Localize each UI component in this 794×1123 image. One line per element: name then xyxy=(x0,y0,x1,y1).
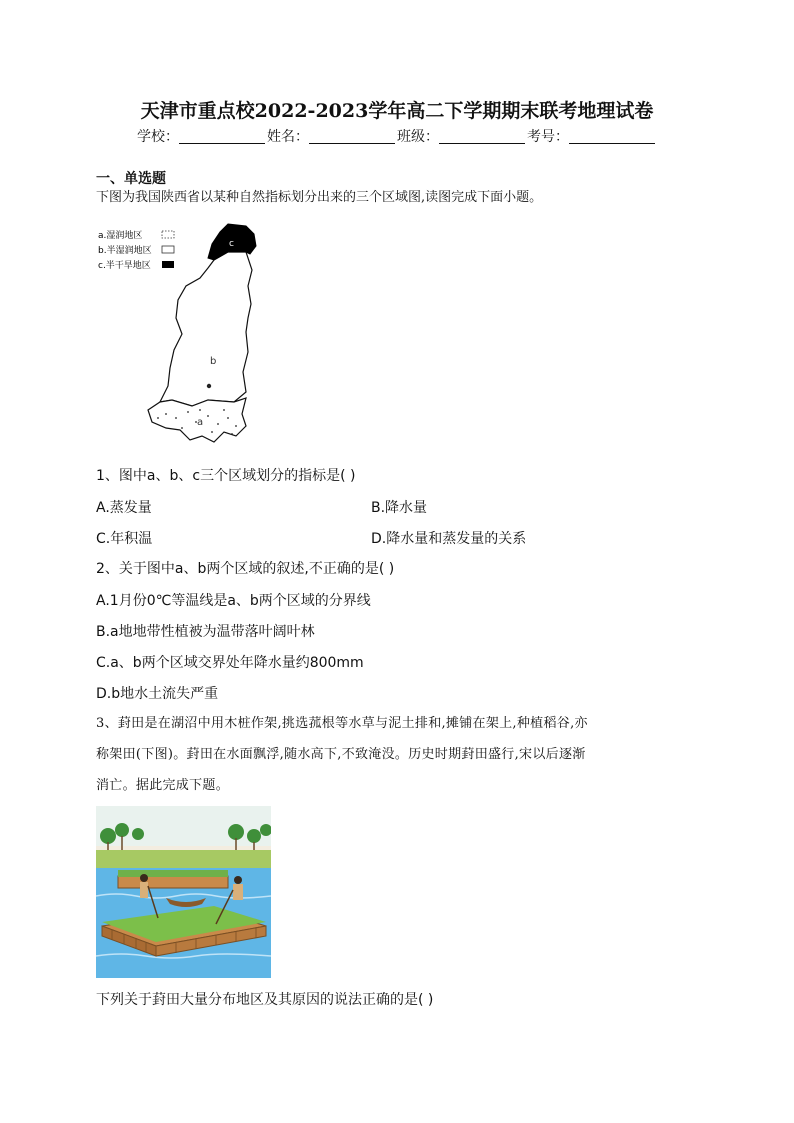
q1-option-a[interactable]: A.蒸发量 xyxy=(96,500,152,516)
q3-line-1: 3、葑田是在湖沼中用木桩作架,挑选菰根等水草与泥土排和,摊铺在架上,种植稻谷,亦 xyxy=(96,716,588,731)
label-a: a xyxy=(197,417,204,428)
intro-text: 下图为我国陕西省以某种自然指标划分出来的三个区域图,读图完成下面小题。 xyxy=(96,190,543,205)
name-label: 姓名： xyxy=(267,129,309,145)
legend-b: b.半湿润地区 xyxy=(98,246,152,256)
shaanxi-region-map xyxy=(96,222,276,447)
q3-line-3: 消亡。据此完成下题。 xyxy=(96,778,230,793)
class-label: 班级： xyxy=(397,129,439,145)
xian-dot xyxy=(207,384,211,388)
section-title: 一、单选题 xyxy=(96,171,166,187)
legend-c: c.半干旱地区 xyxy=(98,261,151,271)
exam-no-blank xyxy=(569,129,655,144)
q3-paragraph xyxy=(96,708,706,801)
q1-option-d[interactable]: D.降水量和蒸发量的关系 xyxy=(371,531,527,547)
school-label: 学校： xyxy=(137,129,179,145)
map-legend xyxy=(98,229,174,271)
exam-no-label: 考号： xyxy=(527,129,569,145)
student-info-line xyxy=(0,126,794,146)
school-blank xyxy=(179,129,265,144)
label-c: c xyxy=(229,239,234,249)
q2-stem: 2、关于图中a、b两个区域的叙述,不正确的是( ) xyxy=(96,561,395,577)
q2-option-a[interactable]: A.1月份0℃等温线是a、b两个区域的分界线 xyxy=(96,593,371,609)
q1-stem: 1、图中a、b、c三个区域划分的指标是( ) xyxy=(96,468,356,484)
label-b: b xyxy=(210,356,217,367)
q1-option-c[interactable]: C.年积温 xyxy=(96,531,153,547)
q1-option-b[interactable]: B.降水量 xyxy=(371,500,428,516)
class-blank xyxy=(439,129,525,144)
q2-option-b[interactable]: B.a地地带性植被为温带落叶阔叶林 xyxy=(96,624,315,640)
name-blank xyxy=(309,129,395,144)
legend-a: a.湿润地区 xyxy=(98,231,143,241)
page-title: 天津市重点校2022-2023学年高二下学期期末联考地理试卷 xyxy=(140,100,654,122)
q3-line-2: 称架田(下图)。葑田在水面飘浮,随水高下,不致淹没。历史时期葑田盛行,宋以后逐渐 xyxy=(96,747,586,762)
q2-option-d[interactable]: D.b地水土流失严重 xyxy=(96,686,219,702)
q3-stem: 下列关于葑田大量分布地区及其原因的说法正确的是( ) xyxy=(96,992,434,1008)
floating-field-illustration xyxy=(96,806,271,978)
q2-option-c[interactable]: C.a、b两个区域交界处年降水量约800mm xyxy=(96,655,364,671)
region-b xyxy=(160,252,252,406)
